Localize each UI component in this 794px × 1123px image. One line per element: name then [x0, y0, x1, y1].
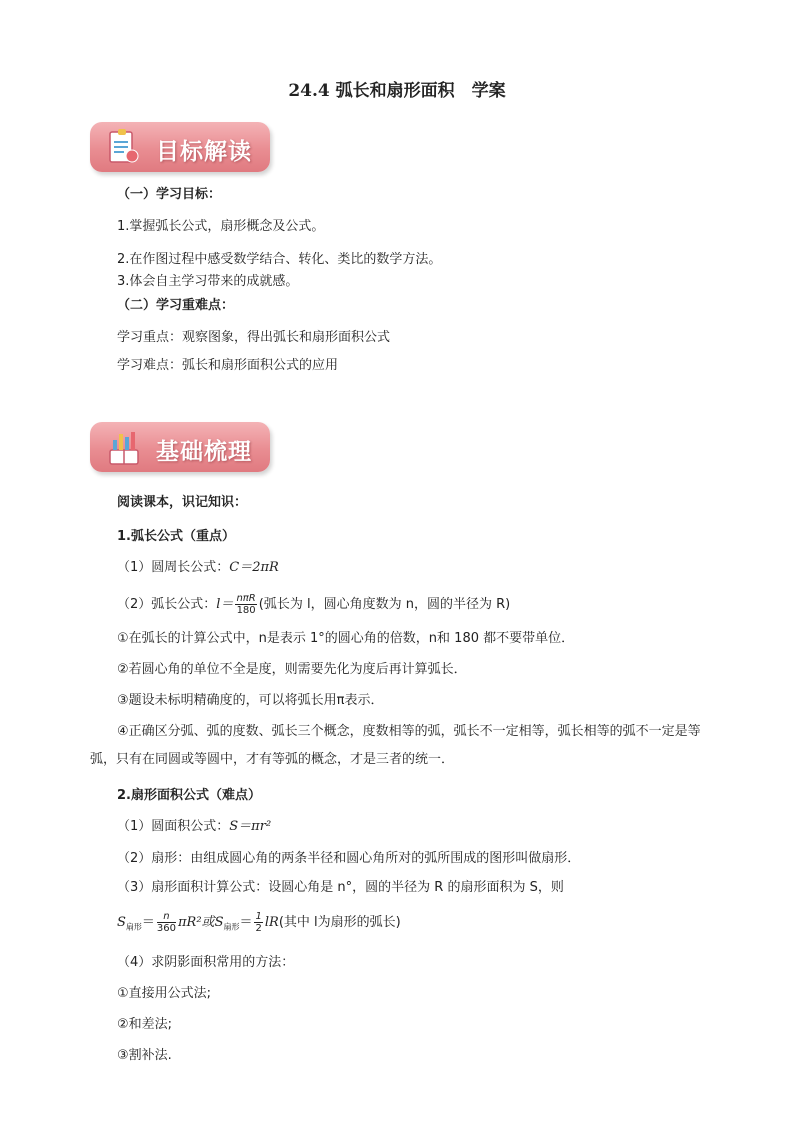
formula-middle: πR²或	[178, 915, 215, 930]
fraction-numerator: nπR	[236, 593, 256, 604]
subheading-key-points: （二）学习重难点：	[117, 298, 235, 313]
key-point: 学习重点：观察图象，得出弧长和扇形面积公式	[117, 330, 391, 345]
formula-lhs: l＝	[216, 597, 234, 612]
goal-item: 1.掌握弧长公式，扇形概念及公式。	[117, 219, 325, 234]
formula-note: (其中 l为扇形的弧长)	[278, 915, 401, 930]
sector-area-intro: （3）扇形面积计算公式：设圆心角是 n°，圆的半径为 R 的扇形面积为 S，则	[117, 880, 564, 895]
fraction-denominator: 360	[156, 923, 177, 934]
circle-area-formula	[117, 818, 271, 836]
subscript: 扇形	[223, 922, 240, 932]
symbol-s: S	[117, 915, 126, 930]
fraction-denominator: 180	[236, 605, 256, 616]
equals-sign: ＝	[239, 915, 253, 930]
method-item: ①直接用公式法;	[117, 986, 212, 1001]
goal-item: 2.在作图过程中感受数学结合、转化、类比的数学方法。	[117, 252, 442, 267]
shaded-area-methods: （4）求阴影面积常用的方法：	[117, 955, 295, 970]
fraction	[254, 911, 262, 934]
difficulty-point: 学习难点：弧长和扇形面积公式的应用	[117, 358, 339, 373]
section-banner-label: 基础梳理	[156, 439, 252, 465]
fraction-numerator: 1	[255, 911, 262, 922]
formula-label: （2）弧长公式：	[117, 597, 217, 612]
section-banner-basics	[90, 422, 270, 472]
circumference-formula	[117, 559, 279, 577]
formula-end: lR	[264, 915, 279, 930]
page-title: 24.4 弧长和扇形面积 学案	[288, 81, 506, 101]
sector-area-formula	[117, 910, 401, 941]
heading-sector-area: 2.扇形面积公式（难点）	[117, 788, 261, 803]
subscript: 扇形	[125, 922, 142, 932]
method-item: ②和差法;	[117, 1017, 173, 1032]
heading-arc-length: 1.弧长公式（重点）	[117, 529, 235, 544]
sector-definition: （2）扇形：由组成圆心角的两条半径和圆心角所对的弧所围成的图形叫做扇形．	[117, 851, 581, 866]
formula-expr: C＝2πR	[229, 560, 279, 575]
equals-sign: ＝	[141, 915, 155, 930]
fraction-numerator: n	[157, 911, 176, 923]
section-banner-label: 目标解读	[156, 139, 252, 165]
arc-length-formula	[117, 592, 510, 618]
arc-note-2: ②若圆心角的单位不全是度，则需要先化为度后再计算弧长．	[117, 662, 467, 677]
method-item: ③割补法.	[117, 1048, 172, 1063]
reading-intro: 阅读课本，识记知识：	[117, 495, 248, 510]
formula-label: （1）圆面积公式：	[117, 819, 230, 834]
fraction	[235, 593, 256, 616]
fraction	[157, 911, 176, 934]
subheading-goals: （一）学习目标：	[117, 187, 222, 202]
arc-note-3: ③题设未标明精确度的，可以将弧长用π表示．	[117, 693, 384, 708]
arc-note-1: ①在弧长的计算公式中，n是表示 1°的圆心角的倍数，n和 180 都不要带单位．	[117, 631, 575, 646]
symbol-s: S	[214, 915, 224, 930]
section-banner-goals	[90, 122, 270, 172]
chart-book-icon	[104, 428, 144, 468]
goal-item: 3.体会自主学习带来的成就感。	[117, 274, 299, 289]
formula-label: （1）圆周长公式：	[117, 560, 230, 575]
arc-note-4: ④正确区分弧、弧的度数、弧长三个概念，度数相等的弧，弧长不一定相等，弧长相等的弧不一定是等弧，只有在同圆或等圆中，才有等弧的概念，才是三者的统一．	[90, 724, 701, 767]
formula-expr: S＝πr²	[229, 819, 272, 834]
document-icon	[104, 128, 144, 168]
formula-note: (弧长为 l，圆心角度数为 n，圆的半径为 R)	[258, 597, 511, 612]
fraction-denominator: 2	[255, 923, 262, 934]
